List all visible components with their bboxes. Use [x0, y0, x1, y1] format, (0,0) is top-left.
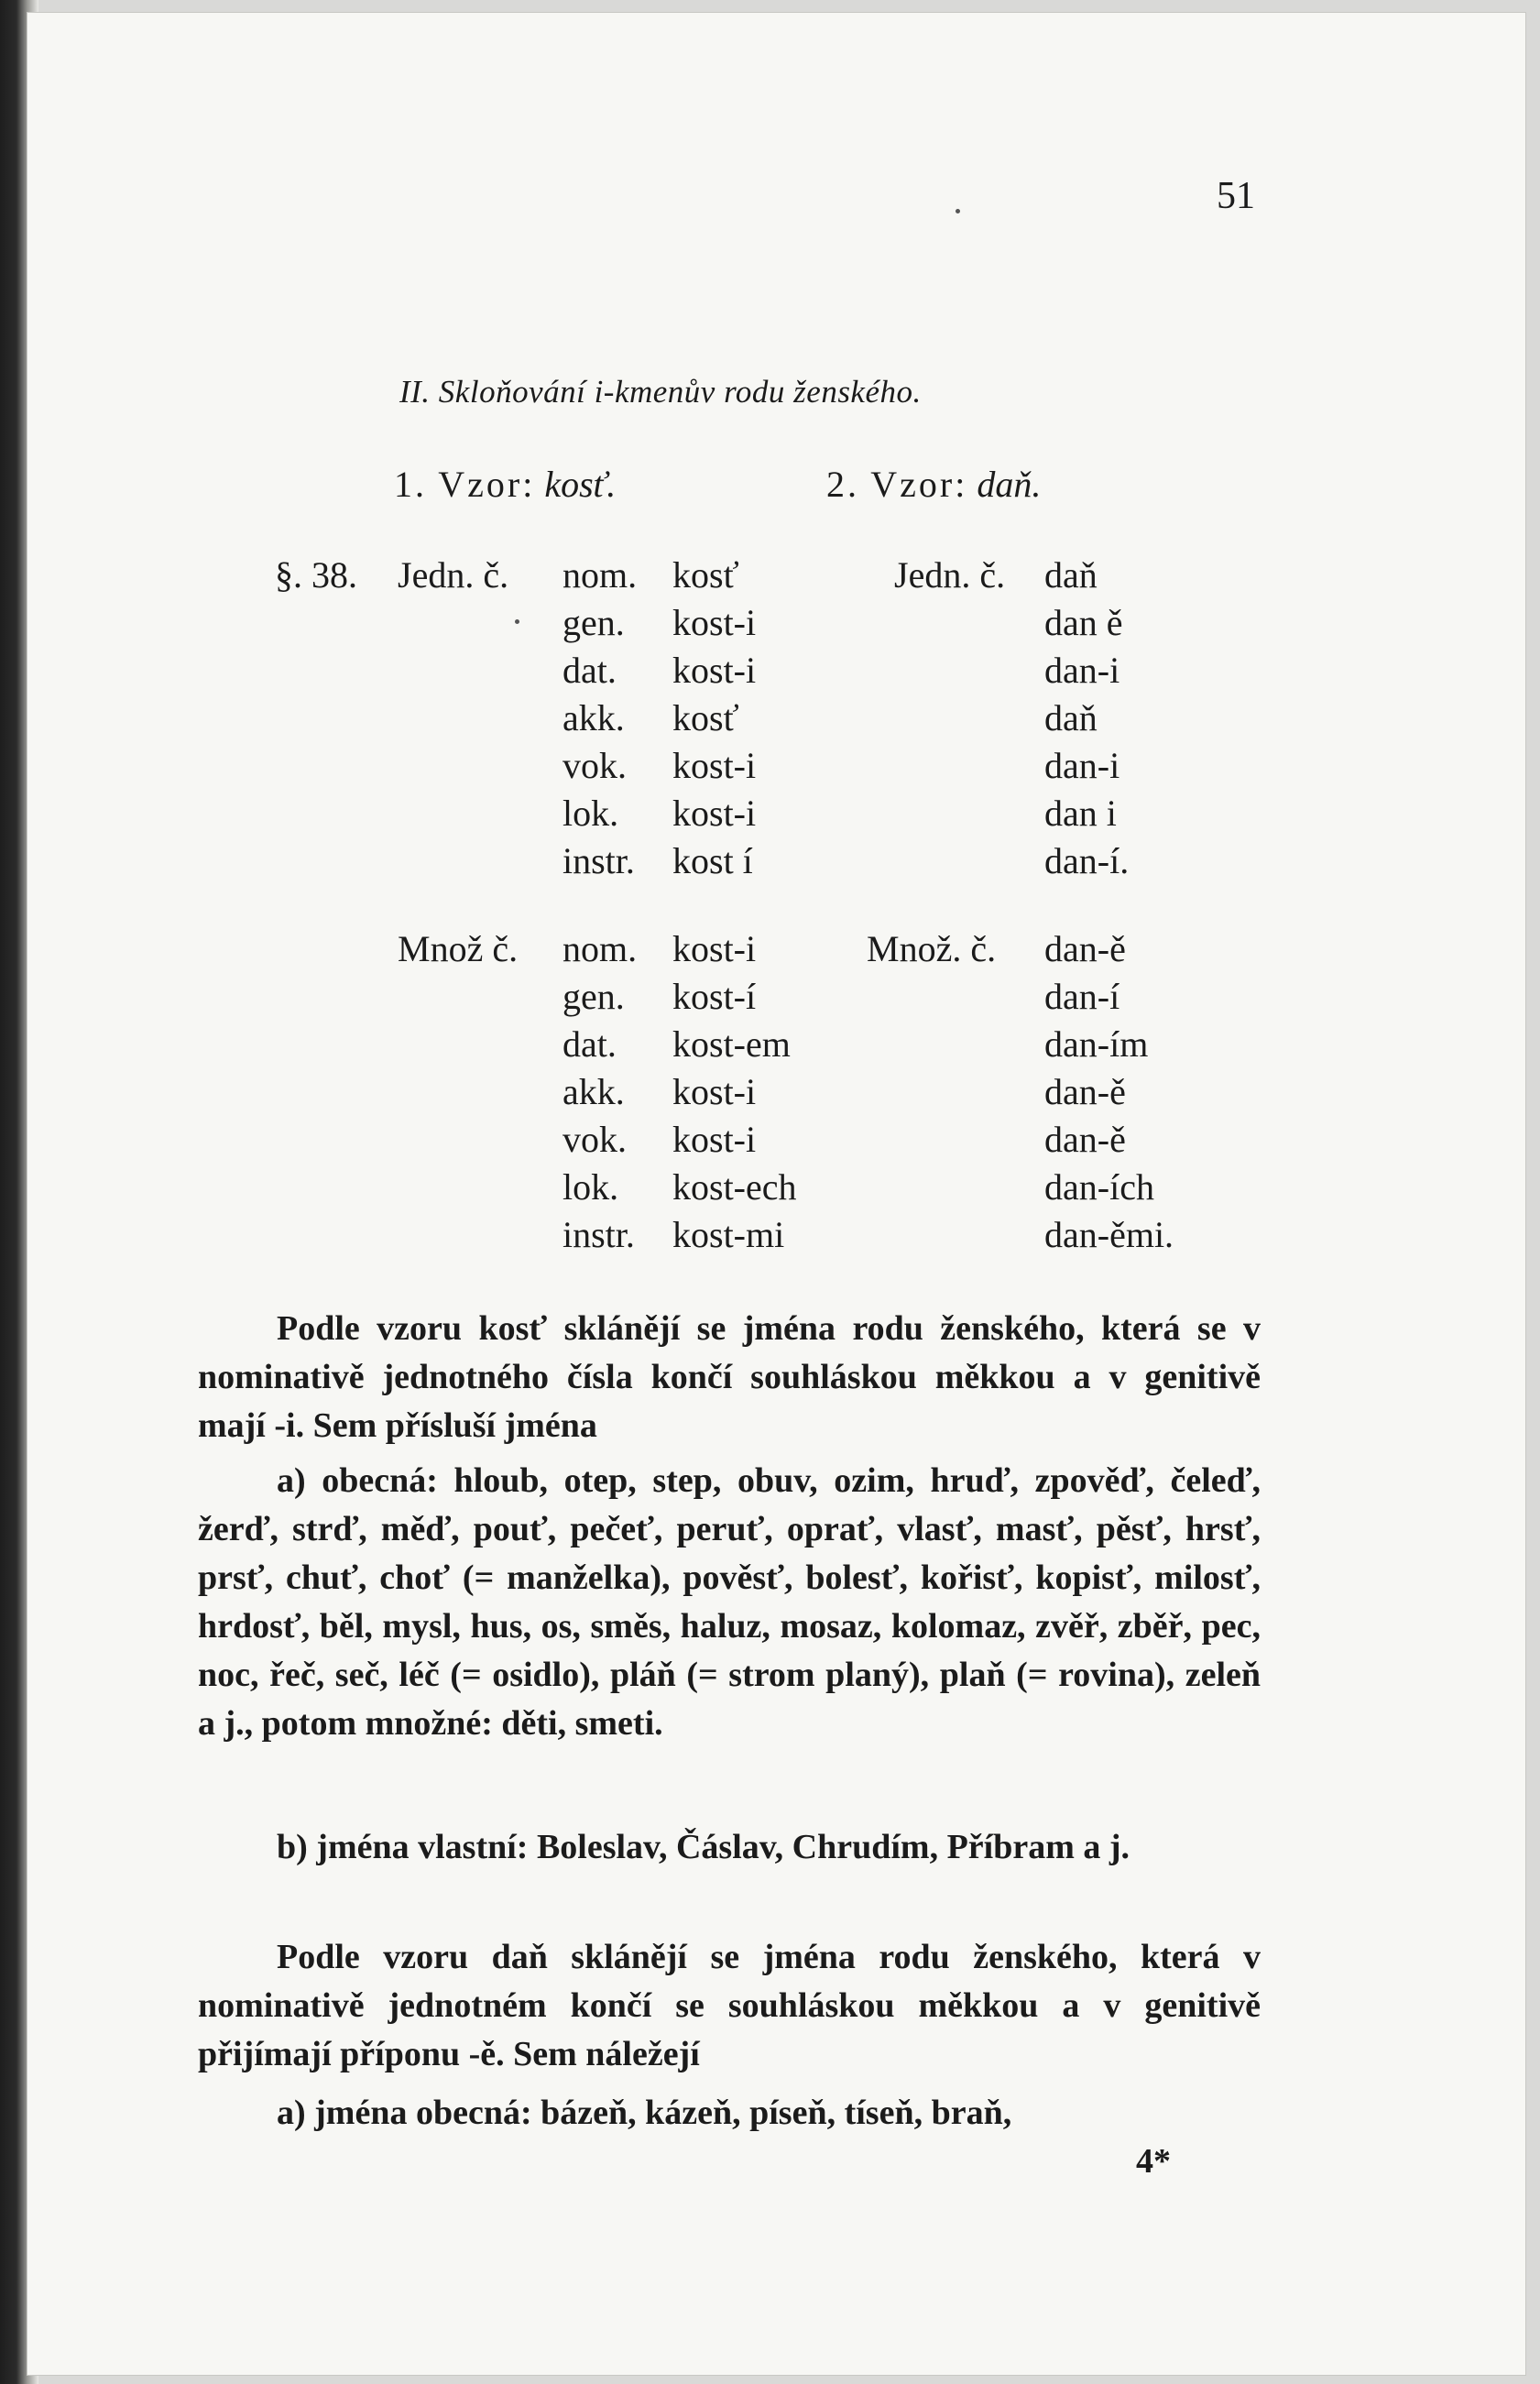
- case-label: gen.: [562, 976, 625, 1017]
- vzor-kost-label: 1. Vzor:: [394, 464, 536, 505]
- kost-form: kost-i: [672, 1119, 757, 1160]
- dan-form: dan-ě: [1044, 928, 1126, 969]
- mnoz-label-left: Množ č.: [398, 928, 519, 969]
- paragraph-common-nouns: [198, 1457, 1261, 1748]
- case-label: nom.: [562, 554, 638, 596]
- section-heading: II. Skloňování i-kmenův rodu ženského.: [399, 374, 922, 410]
- kost-form: kost-i: [672, 602, 757, 643]
- mnoz-label-right: Množ. č.: [867, 928, 997, 969]
- case-label: lok.: [562, 793, 619, 834]
- jedn-label-right: Jedn. č.: [894, 554, 1006, 596]
- kost-form: kost í: [672, 840, 753, 881]
- paragraph-text: b) jména vlastní: Boleslav, Čáslav, Chrudím, Příbram a j.: [277, 1828, 1130, 1866]
- section-mark: §. 38.: [275, 554, 357, 596]
- case-label: gen.: [562, 602, 625, 643]
- paragraph-text: a) obecná: hloub, otep, step, obuv, ozim, hruď, zpověď, čeleď, žerď, strď, měď, pouť, pečeť, peruť, oprať, vlasť, masť, pěsť, hrsť, prsť, chuť, choť (= manželka), pověsť, bolesť, kořisť, kopisť, milosť, hrdosť, běl, mysl, hus, os, směs, haluz, mosaz, kolomaz, zvěř, zběř, pec, noc, řeč, seč, léč (= osidlo), pláň (= strom planý), plaň (= rovina), zeleň a j., potom množné: děti, smeti.: [198, 1461, 1261, 1743]
- dan-form: dan-ích: [1044, 1166, 1154, 1208]
- dan-form: dan-i: [1044, 650, 1120, 691]
- dan-form: dan-ěmi.: [1044, 1214, 1174, 1255]
- kost-form: kost-i: [672, 1071, 757, 1112]
- dan-form: dan-ě: [1044, 1119, 1126, 1160]
- speck: [956, 209, 960, 213]
- paragraph-dan-intro: [198, 1933, 1261, 2079]
- kost-form: kost-mi: [672, 1214, 785, 1255]
- kost-form: kosť: [672, 554, 739, 596]
- kost-form: kost-i: [672, 650, 757, 691]
- jedn-label-left: Jedn. č.: [398, 554, 509, 596]
- dan-form: dan-i: [1044, 745, 1120, 786]
- kost-form: kost-ech: [672, 1166, 797, 1208]
- kost-form: kosť: [672, 697, 739, 738]
- kost-form: kost-em: [672, 1023, 791, 1065]
- case-label: akk.: [562, 697, 625, 738]
- dan-form: dan-ě: [1044, 1071, 1126, 1112]
- paragraph-text: Podle vzoru daň sklánějí se jména rodu ženského, která v nominativě jednotném končí se souhláskou měkkou a v genitivě přijímají příponu -ě. Sem náležejí: [198, 1938, 1261, 2073]
- kost-form: kost-í: [672, 976, 757, 1017]
- dan-form: dan-í: [1044, 976, 1120, 1017]
- dan-form: dan i: [1044, 793, 1117, 834]
- paragraph-kost-intro: [198, 1305, 1261, 1450]
- dan-form: daň: [1044, 697, 1098, 738]
- case-label: dat.: [562, 650, 617, 691]
- kost-form: kost-i: [672, 928, 757, 969]
- kost-form: kost-i: [672, 793, 757, 834]
- paragraph-text: Podle vzoru kosť sklánějí se jména rodu ženského, která se v nominativě jednotného čísla končí souhláskou měkkou a v genitivě mají -i. Sem přísluší jména: [198, 1309, 1261, 1445]
- case-label: vok.: [562, 1119, 627, 1160]
- case-label: instr.: [562, 1214, 635, 1255]
- kost-form: kost-i: [672, 745, 757, 786]
- vzor-dan: [826, 463, 1041, 506]
- vzor-kost-word: kosť.: [544, 464, 617, 505]
- vzor-kost: [394, 463, 616, 506]
- case-label: akk.: [562, 1071, 625, 1112]
- case-label: lok.: [562, 1166, 619, 1208]
- paragraph-common-nouns-dan: [198, 2089, 1261, 2138]
- case-label: instr.: [562, 840, 635, 881]
- page-number: 51: [1217, 175, 1255, 217]
- case-label: nom.: [562, 928, 638, 969]
- dan-form: dan-í.: [1044, 840, 1130, 881]
- dan-form: daň: [1044, 554, 1098, 596]
- vzor-dan-label: 2. Vzor:: [826, 464, 968, 505]
- speck: [515, 619, 519, 624]
- signature-mark: 4*: [1136, 2142, 1171, 2181]
- paragraph-proper-nouns: [198, 1823, 1261, 1872]
- dan-form: dan ě: [1044, 602, 1123, 643]
- case-label: vok.: [562, 745, 627, 786]
- dan-form: dan-ím: [1044, 1023, 1149, 1065]
- vzor-dan-word: daň.: [977, 464, 1042, 505]
- case-label: dat.: [562, 1023, 617, 1065]
- paragraph-text: a) jména obecná: bázeň, kázeň, píseň, tíseň, braň,: [277, 2094, 1012, 2132]
